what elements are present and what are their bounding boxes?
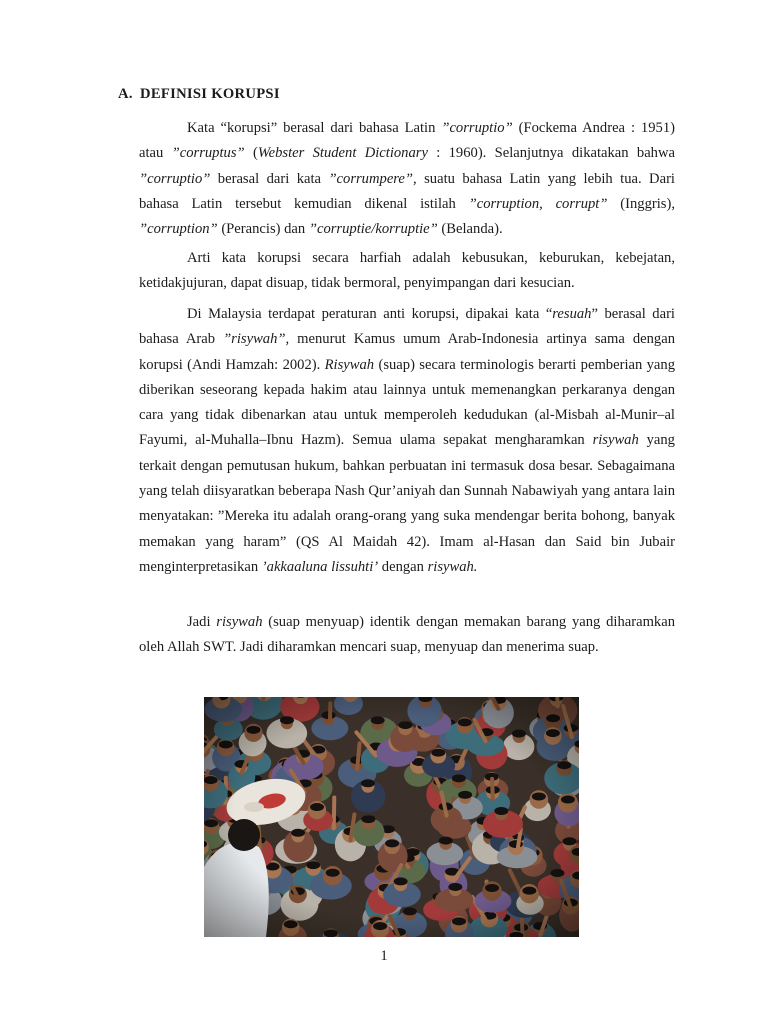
text-run: (Perancis) dan — [217, 221, 309, 238]
text-run: Kata “korupsi” berasal dari bahasa Latin — [187, 120, 442, 136]
crowd-photo — [204, 697, 579, 937]
text-run: suatu bahasa Latin yang lebih tua. Dari bahasa Latin tersebut kemudian dikenal istilah — [139, 170, 675, 212]
section-heading — [118, 86, 280, 103]
paragraph-2 — [139, 246, 675, 297]
paragraph-3 — [139, 302, 675, 580]
italic-term: ”corruption, corrupt” — [468, 195, 608, 212]
italic-term: ”corruptus” — [171, 145, 245, 162]
text-run: (Belanda). — [437, 221, 503, 238]
italic-term: ”corruptie/korruptie” — [308, 221, 438, 238]
text-run: Di Malaysia terdapat peraturan anti korupsi, dipakai kata “ — [187, 306, 553, 322]
italic-term: risywah — [216, 614, 263, 630]
italic-term: ”corrumpere”, — [328, 170, 417, 187]
page-number: 1 — [380, 948, 388, 964]
italic-term: ”risywah”, — [223, 331, 290, 348]
italic-term: ”corruption” — [139, 221, 218, 238]
italic-term: risywah. — [427, 558, 478, 575]
section-title: DEFINISI KORUPSI — [140, 86, 280, 102]
italic-term: ”corruptio” — [441, 120, 513, 136]
text-run: dengan — [378, 558, 428, 575]
text-run: (Inggris), — [607, 195, 675, 212]
text-run: Jadi — [187, 614, 217, 630]
section-letter: A. — [118, 86, 133, 102]
italic-term: ’akkaaluna lissuhti’ — [261, 558, 379, 575]
text-run: yang terkait dengan pemutusan hukum, bahkan perbuatan ini termasuk dosa besar. Sebagaimana yang telah diisyaratkan beberapa Nash Qur’aniyah dan Sunnah Nabawiyah yang antara lain menyatakan: ”Mereka itu adalah orang-orang yang suka mendengar berita bohong, banyak memakan yang haram” (QS Al Maidah 42). Imam al-Hasan dan Said bin Jubair menginterpretasikan — [139, 432, 675, 575]
italic-term: Webster Student Dictionary — [257, 145, 428, 162]
text-run: ( — [244, 145, 258, 162]
paragraph-1 — [139, 116, 675, 242]
italic-term: resuah — [552, 306, 592, 322]
italic-term: ”corruptio” — [139, 170, 211, 187]
text-run: ” berasal dari bahasa Arab — [139, 306, 675, 348]
paragraph-4 — [139, 610, 675, 661]
text-run: (suap menyuap) identik dengan memakan barang yang diharamkan oleh Allah SWT. Jadi diharamkan mencari suap, menyuap dan menerima suap. — [139, 614, 675, 656]
italic-term: Risywah — [324, 356, 375, 373]
text-run: menurut Kamus umum Arab-Indonesia artinya sama dengan korupsi (Andi Hamzah: 2002). — [139, 331, 675, 373]
text-run: (Fockema Andrea : 1951) atau — [139, 120, 675, 162]
italic-term: risywah — [592, 432, 639, 449]
crowd-photo-image — [204, 697, 579, 937]
text-run: : 1960). Selanjutnya dikatakan bahwa — [427, 145, 675, 162]
text-run: Arti kata korupsi secara harfiah adalah kebusukan, keburukan, kebejatan, ketidakjujuran, dapat disuap, tidak bermoral, penyimpangan dari kesucian. — [139, 250, 675, 292]
text-run: berasal dari kata — [210, 170, 329, 187]
text-run: (suap) secara terminologis berarti pemberian yang diberikan seseorang kepada hakim atau lainnya untuk memenangkan perkaranya dengan cara yang tidak dibenarkan atau untuk memperoleh kedudukan (al-Misbah al-Munir–al Fayumi, al-Muhalla–Ibnu Hazm). Semua ulama sepakat mengharamkan — [139, 356, 675, 449]
